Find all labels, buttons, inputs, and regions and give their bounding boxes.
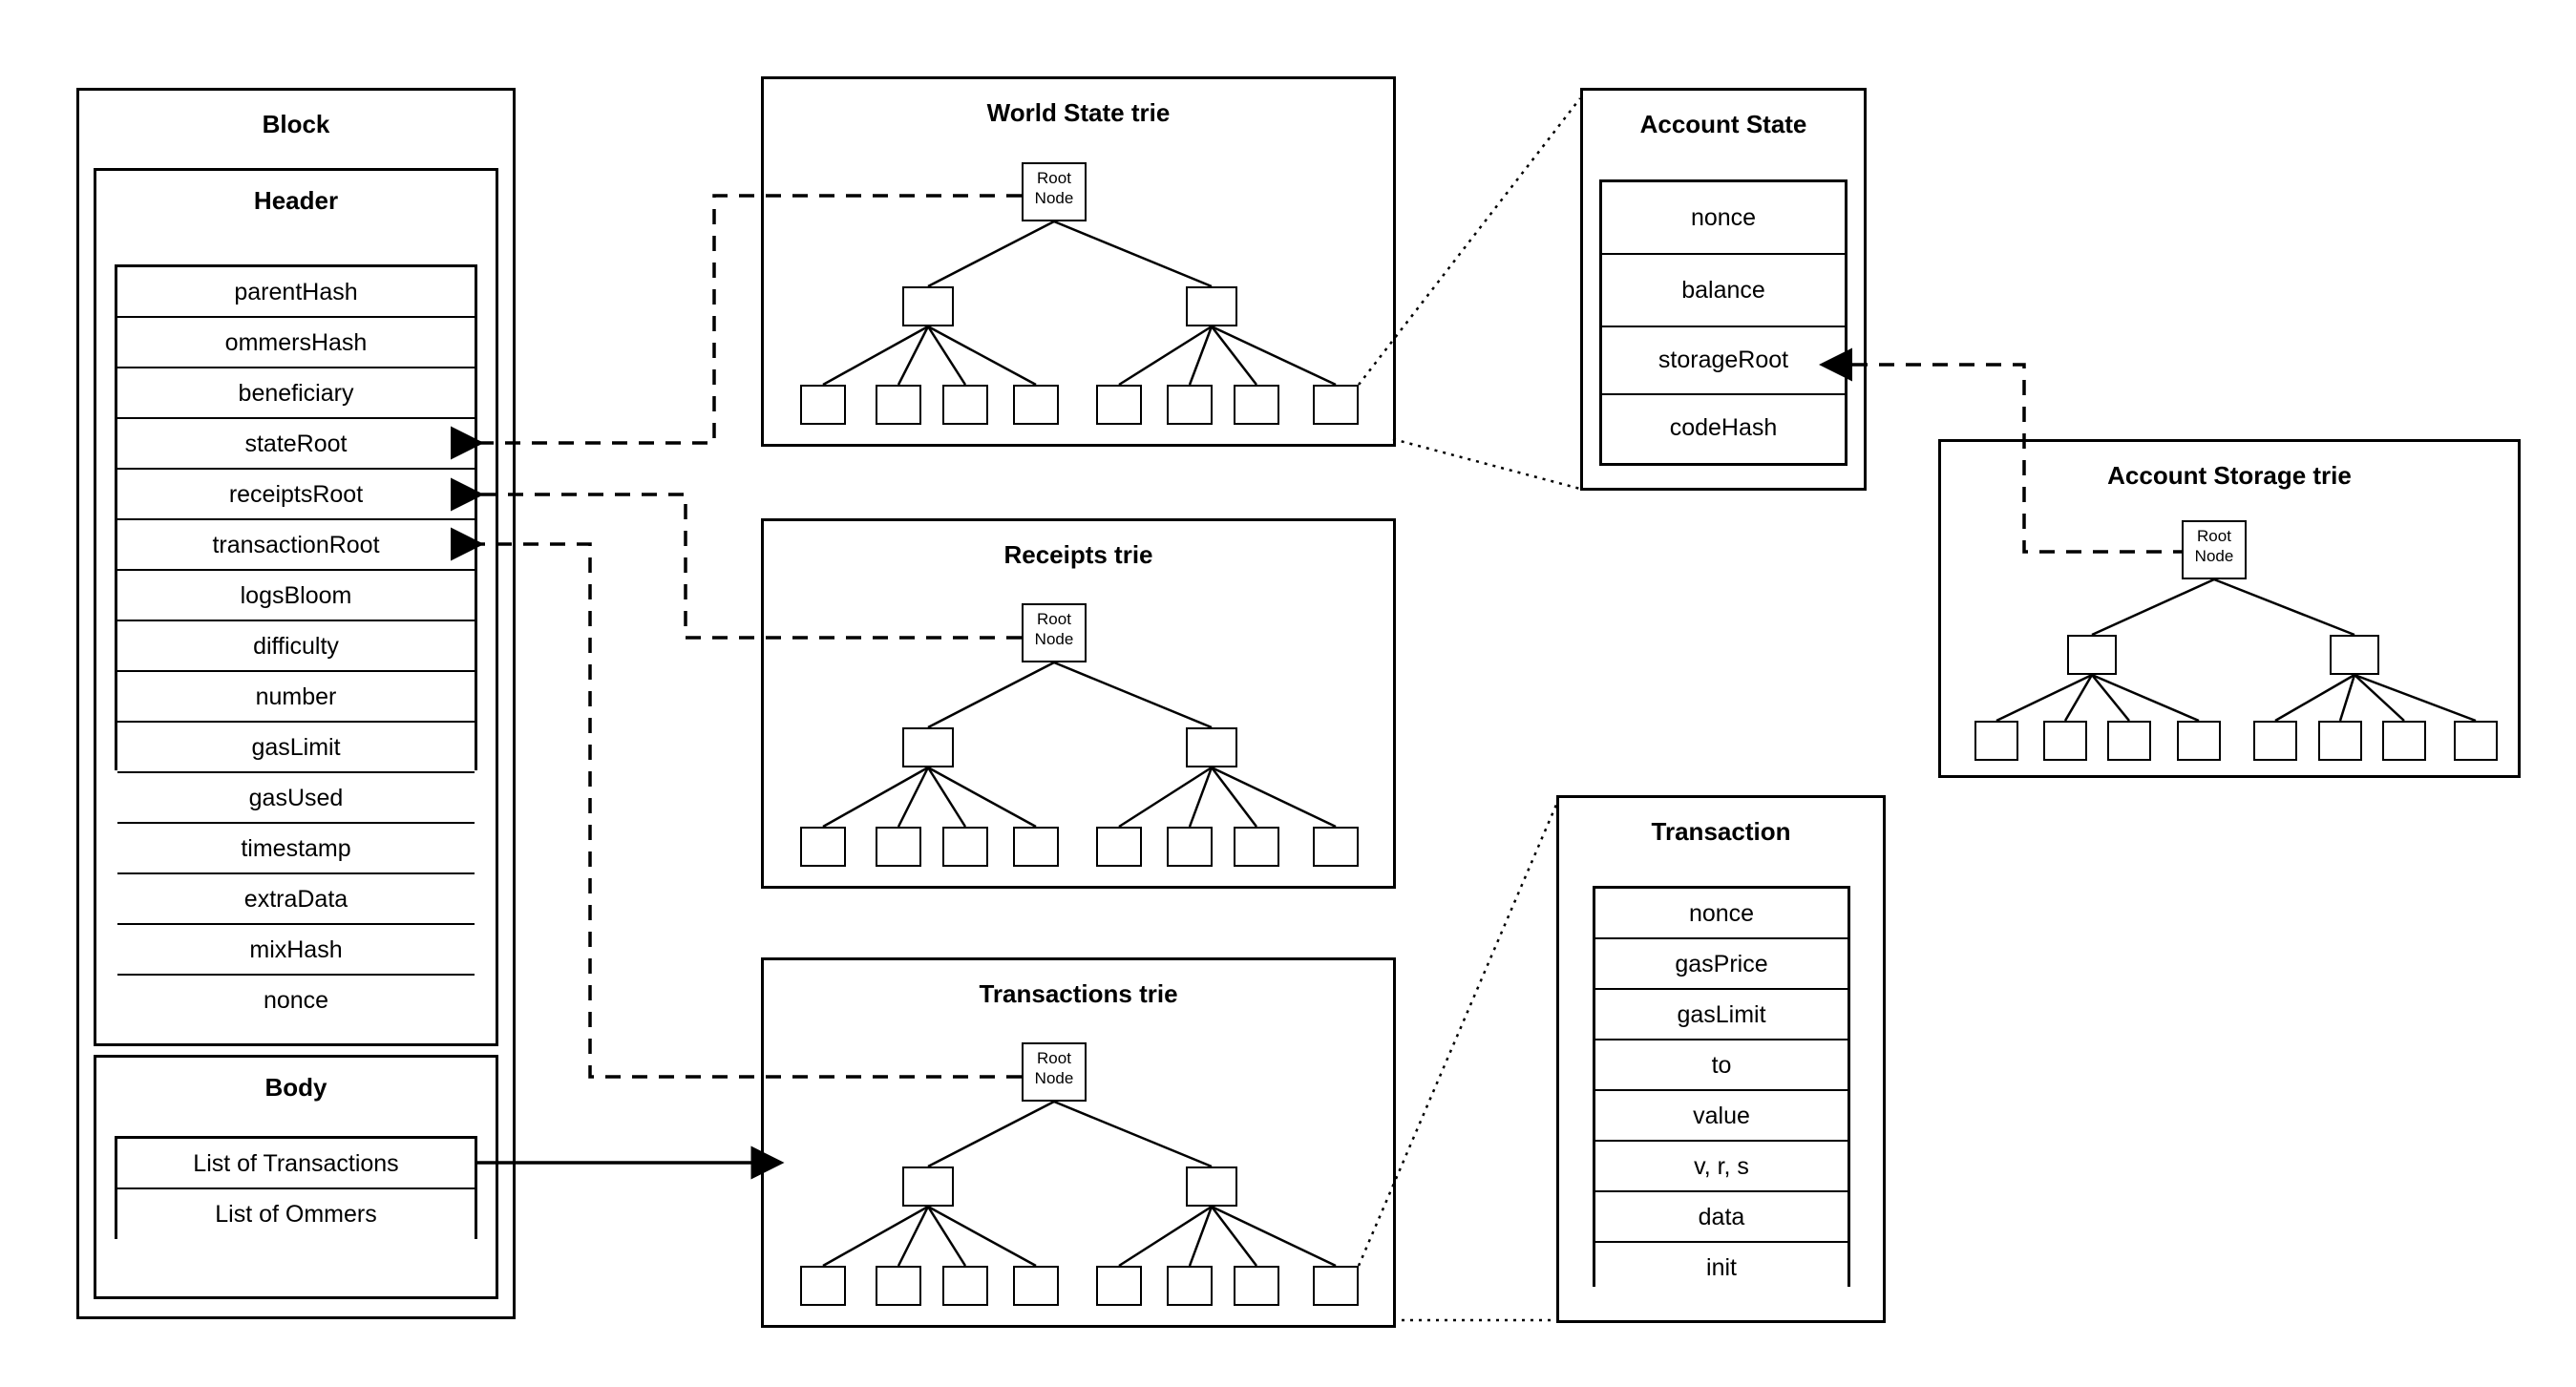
trie-node — [1167, 385, 1213, 425]
transactions-root-node — [1022, 1042, 1087, 1102]
receipts-trie-title: Receipts trie — [1003, 540, 1153, 569]
trie-node — [1096, 385, 1142, 425]
trie-node — [942, 827, 988, 867]
trie-node — [1234, 385, 1279, 425]
trie-node — [2318, 721, 2362, 761]
transaction-field: v, r, s — [1595, 1142, 1848, 1192]
trie-node — [942, 385, 988, 425]
trie-node — [1186, 286, 1237, 326]
trie-node — [1096, 1266, 1142, 1306]
header-field: difficulty — [117, 621, 475, 672]
header-field: logsBloom — [117, 571, 475, 621]
trie-node — [1186, 727, 1237, 767]
root-node-line2: Node — [2194, 547, 2234, 565]
trie-node — [1013, 827, 1059, 867]
root-node-line2: Node — [1034, 1069, 1074, 1087]
trie-node — [1313, 385, 1359, 425]
transaction-field: data — [1595, 1192, 1848, 1243]
trie-node — [876, 1266, 921, 1306]
account-state-title: Account State — [1639, 110, 1807, 138]
transaction-field: gasPrice — [1595, 939, 1848, 990]
account-storage-trie-panel — [1938, 439, 2521, 778]
trie-node — [1186, 1166, 1237, 1207]
trie-node — [902, 727, 954, 767]
root-node-line1: Root — [1037, 169, 1071, 187]
trie-node — [800, 1266, 846, 1306]
trie-node — [876, 385, 921, 425]
header-field: ommersHash — [117, 318, 475, 368]
root-node-line1: Root — [1037, 1049, 1071, 1067]
transaction-field: gasLimit — [1595, 990, 1848, 1040]
trie-node — [2253, 721, 2297, 761]
trie-node — [800, 827, 846, 867]
trie-node — [1167, 1266, 1213, 1306]
trie-node — [1013, 385, 1059, 425]
trie-node — [1096, 827, 1142, 867]
header-field: extraData — [117, 874, 475, 925]
header-field-receipts-root: receiptsRoot — [117, 470, 475, 520]
world-state-root-node — [1022, 162, 1087, 221]
trie-node — [2043, 721, 2087, 761]
header-field: parentHash — [117, 267, 475, 318]
header-field: nonce — [117, 976, 475, 1026]
trie-node — [942, 1266, 988, 1306]
body-title: Body — [264, 1073, 327, 1102]
header-field-state-root: stateRoot — [117, 419, 475, 470]
account-state-field: codeHash — [1602, 395, 1845, 463]
trie-node — [800, 385, 846, 425]
header-field: mixHash — [117, 925, 475, 976]
account-storage-root-node — [2182, 520, 2247, 579]
trie-node — [1234, 827, 1279, 867]
transaction-title: Transaction — [1651, 817, 1791, 846]
trie-node — [2067, 635, 2117, 675]
account-storage-trie-title: Account Storage trie — [2107, 461, 2352, 490]
account-state-field: balance — [1602, 255, 1845, 327]
trie-node — [1313, 1266, 1359, 1306]
trie-node — [2382, 721, 2426, 761]
header-field: gasLimit — [117, 723, 475, 773]
world-state-trie-title: World State trie — [986, 98, 1171, 127]
world-state-trie-panel — [761, 76, 1396, 447]
trie-node — [2330, 635, 2379, 675]
receipts-trie-panel — [761, 518, 1396, 889]
trie-node — [876, 827, 921, 867]
trie-node — [1234, 1266, 1279, 1306]
header-field-list — [115, 264, 477, 1014]
account-state-field-list — [1599, 179, 1848, 466]
root-node-line2: Node — [1034, 189, 1074, 207]
trie-node — [1013, 1266, 1059, 1306]
trie-node — [2107, 721, 2151, 761]
transaction-field: nonce — [1595, 889, 1848, 939]
receipts-root-node — [1022, 603, 1087, 662]
trie-node — [1974, 721, 2018, 761]
body-field-ommers: List of Ommers — [117, 1189, 475, 1240]
trie-node — [902, 286, 954, 326]
header-title: Header — [253, 186, 339, 215]
transaction-field: value — [1595, 1091, 1848, 1142]
transaction-field: to — [1595, 1040, 1848, 1091]
transaction-field: init — [1595, 1243, 1848, 1293]
block-title: Block — [262, 110, 330, 138]
trie-node — [1167, 827, 1213, 867]
header-field-transaction-root: transactionRoot — [117, 520, 475, 571]
account-state-field: nonce — [1602, 182, 1845, 255]
root-node-line2: Node — [1034, 630, 1074, 648]
transaction-field-list — [1593, 886, 1850, 1287]
header-field: gasUsed — [117, 773, 475, 824]
trie-node — [2454, 721, 2498, 761]
root-node-line1: Root — [2197, 527, 2231, 545]
header-field: timestamp — [117, 824, 475, 874]
trie-node — [1313, 827, 1359, 867]
header-field: beneficiary — [117, 368, 475, 419]
root-node-line1: Root — [1037, 610, 1071, 628]
header-field: number — [117, 672, 475, 723]
trie-node — [2177, 721, 2221, 761]
body-field-transactions: List of Transactions — [117, 1139, 475, 1189]
account-state-field-storage-root: storageRoot — [1602, 327, 1845, 395]
transactions-trie-title: Transactions trie — [979, 979, 1178, 1008]
trie-node — [902, 1166, 954, 1207]
body-field-list — [115, 1136, 477, 1239]
transactions-trie-panel — [761, 957, 1396, 1328]
